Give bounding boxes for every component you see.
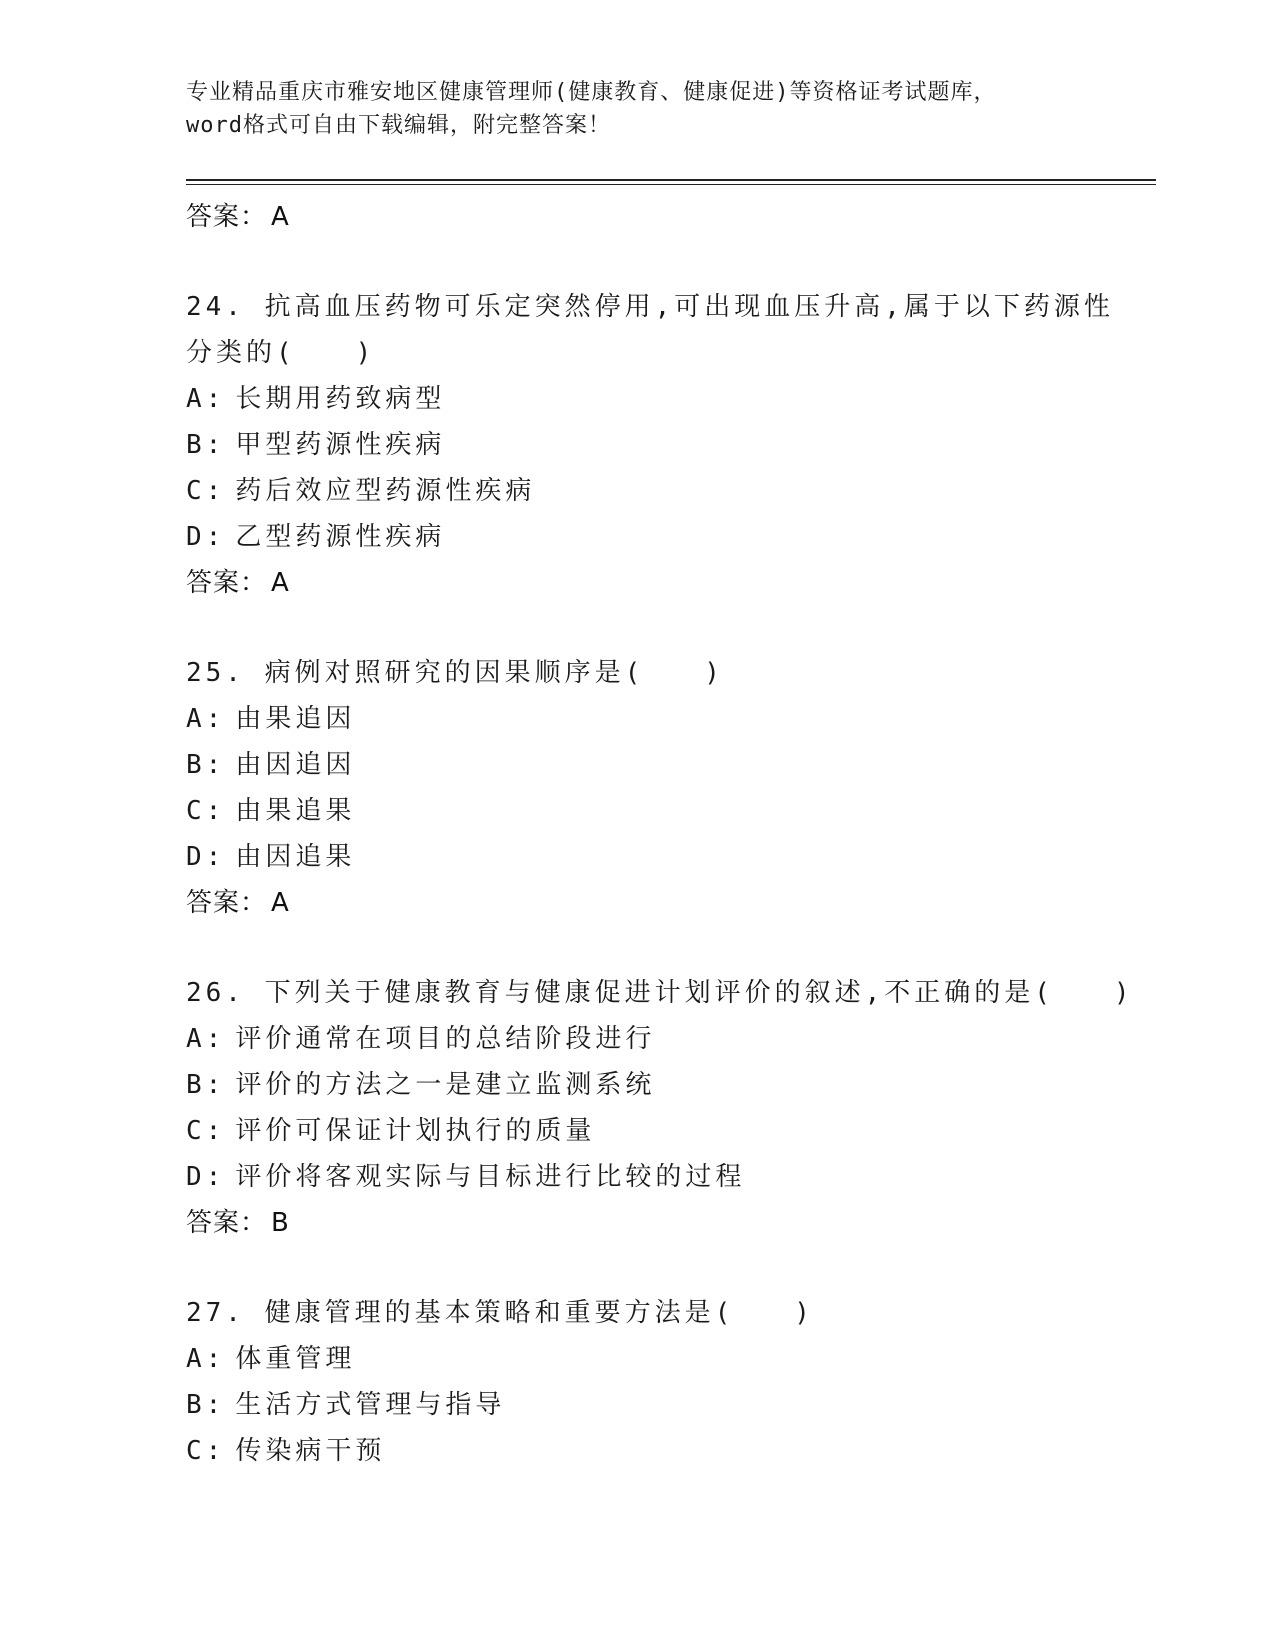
answer-label: 答案： — [186, 568, 268, 598]
header-divider-thin — [186, 184, 1156, 185]
option-key: C: — [186, 1116, 226, 1146]
option-key: C: — [186, 476, 226, 506]
question-text: 分类的( ) — [186, 338, 376, 368]
option-text: 体重管理 — [235, 1344, 356, 1374]
option-key: D: — [186, 522, 226, 552]
option-c — [186, 788, 1156, 834]
question-text: 26. 下列关于健康教育与健康促进计划评价的叙述,不正确的是( ) — [186, 978, 1134, 1008]
option-key: B: — [186, 1070, 226, 1100]
option-key: A: — [186, 704, 226, 734]
option-key: B: — [186, 750, 226, 780]
option-text: 由因追果 — [235, 842, 356, 872]
option-text: 由果追因 — [235, 704, 356, 734]
option-text: 评价将客观实际与目标进行比较的过程 — [235, 1162, 746, 1192]
option-b — [186, 1062, 1156, 1108]
question-block — [186, 650, 1156, 926]
option-a — [186, 376, 1156, 422]
option-b — [186, 1382, 1156, 1428]
option-d — [186, 834, 1156, 880]
option-key: C: — [186, 1436, 226, 1466]
spacer — [186, 1246, 1156, 1290]
header-line-1: 专业精品重庆市雅安地区健康管理师(健康教育、健康促进)等资格证考试题库， — [186, 80, 997, 105]
option-key: B: — [186, 1390, 226, 1420]
question-list — [186, 194, 1156, 1474]
option-text: 传染病干预 — [235, 1436, 386, 1466]
option-a — [186, 1336, 1156, 1382]
option-key: C: — [186, 796, 226, 826]
question-block — [186, 284, 1156, 606]
option-text: 评价通常在项目的总结阶段进行 — [235, 1024, 656, 1054]
option-text: 长期用药致病型 — [235, 384, 446, 414]
option-text: 评价的方法之一是建立监测系统 — [235, 1070, 656, 1100]
option-text: 药后效应型药源性疾病 — [235, 476, 536, 506]
option-c — [186, 1108, 1156, 1154]
spacer — [186, 926, 1156, 970]
option-text: 评价可保证计划执行的质量 — [235, 1116, 596, 1146]
spacer — [186, 240, 1156, 284]
header-line-2: word格式可自由下载编辑，附完整答案！ — [186, 113, 611, 138]
answer-value: A — [271, 888, 290, 918]
question-text: 24. 抗高血压药物可乐定突然停用,可出现血压升高,属于以下药源性 — [186, 292, 1114, 322]
option-key: A: — [186, 1024, 226, 1054]
option-key: A: — [186, 1344, 226, 1374]
spacer — [186, 606, 1156, 650]
option-d — [186, 514, 1156, 560]
option-key: D: — [186, 842, 226, 872]
option-text: 甲型药源性疾病 — [235, 430, 446, 460]
option-key: A: — [186, 384, 226, 414]
option-text: 生活方式管理与指导 — [235, 1390, 506, 1420]
question-block — [186, 970, 1156, 1246]
option-text: 由果追果 — [235, 796, 356, 826]
header-divider-thick — [186, 179, 1156, 181]
option-a — [186, 696, 1156, 742]
question-block — [186, 1290, 1156, 1474]
answer-label: 答案： — [186, 202, 268, 232]
question-text: 27. 健康管理的基本策略和重要方法是( ) — [186, 1298, 814, 1328]
option-b — [186, 742, 1156, 788]
question-text: 25. 病例对照研究的因果顺序是( ) — [186, 658, 724, 688]
option-text: 由因追因 — [235, 750, 356, 780]
option-b — [186, 422, 1156, 468]
answer-value: A — [271, 568, 290, 598]
answer-label: 答案： — [186, 1208, 268, 1238]
option-d — [186, 1154, 1156, 1200]
option-c — [186, 1428, 1156, 1474]
option-a — [186, 1016, 1156, 1062]
answer-line — [186, 194, 1156, 240]
answer-value: A — [271, 202, 290, 232]
answer-line — [186, 560, 1156, 606]
answer-value: B — [271, 1208, 290, 1238]
option-text: 乙型药源性疾病 — [235, 522, 446, 552]
answer-line — [186, 1200, 1156, 1246]
document-header — [186, 76, 1086, 142]
option-c — [186, 468, 1156, 514]
option-key: D: — [186, 1162, 226, 1192]
option-key: B: — [186, 430, 226, 460]
answer-line — [186, 880, 1156, 926]
answer-label: 答案： — [186, 888, 268, 918]
